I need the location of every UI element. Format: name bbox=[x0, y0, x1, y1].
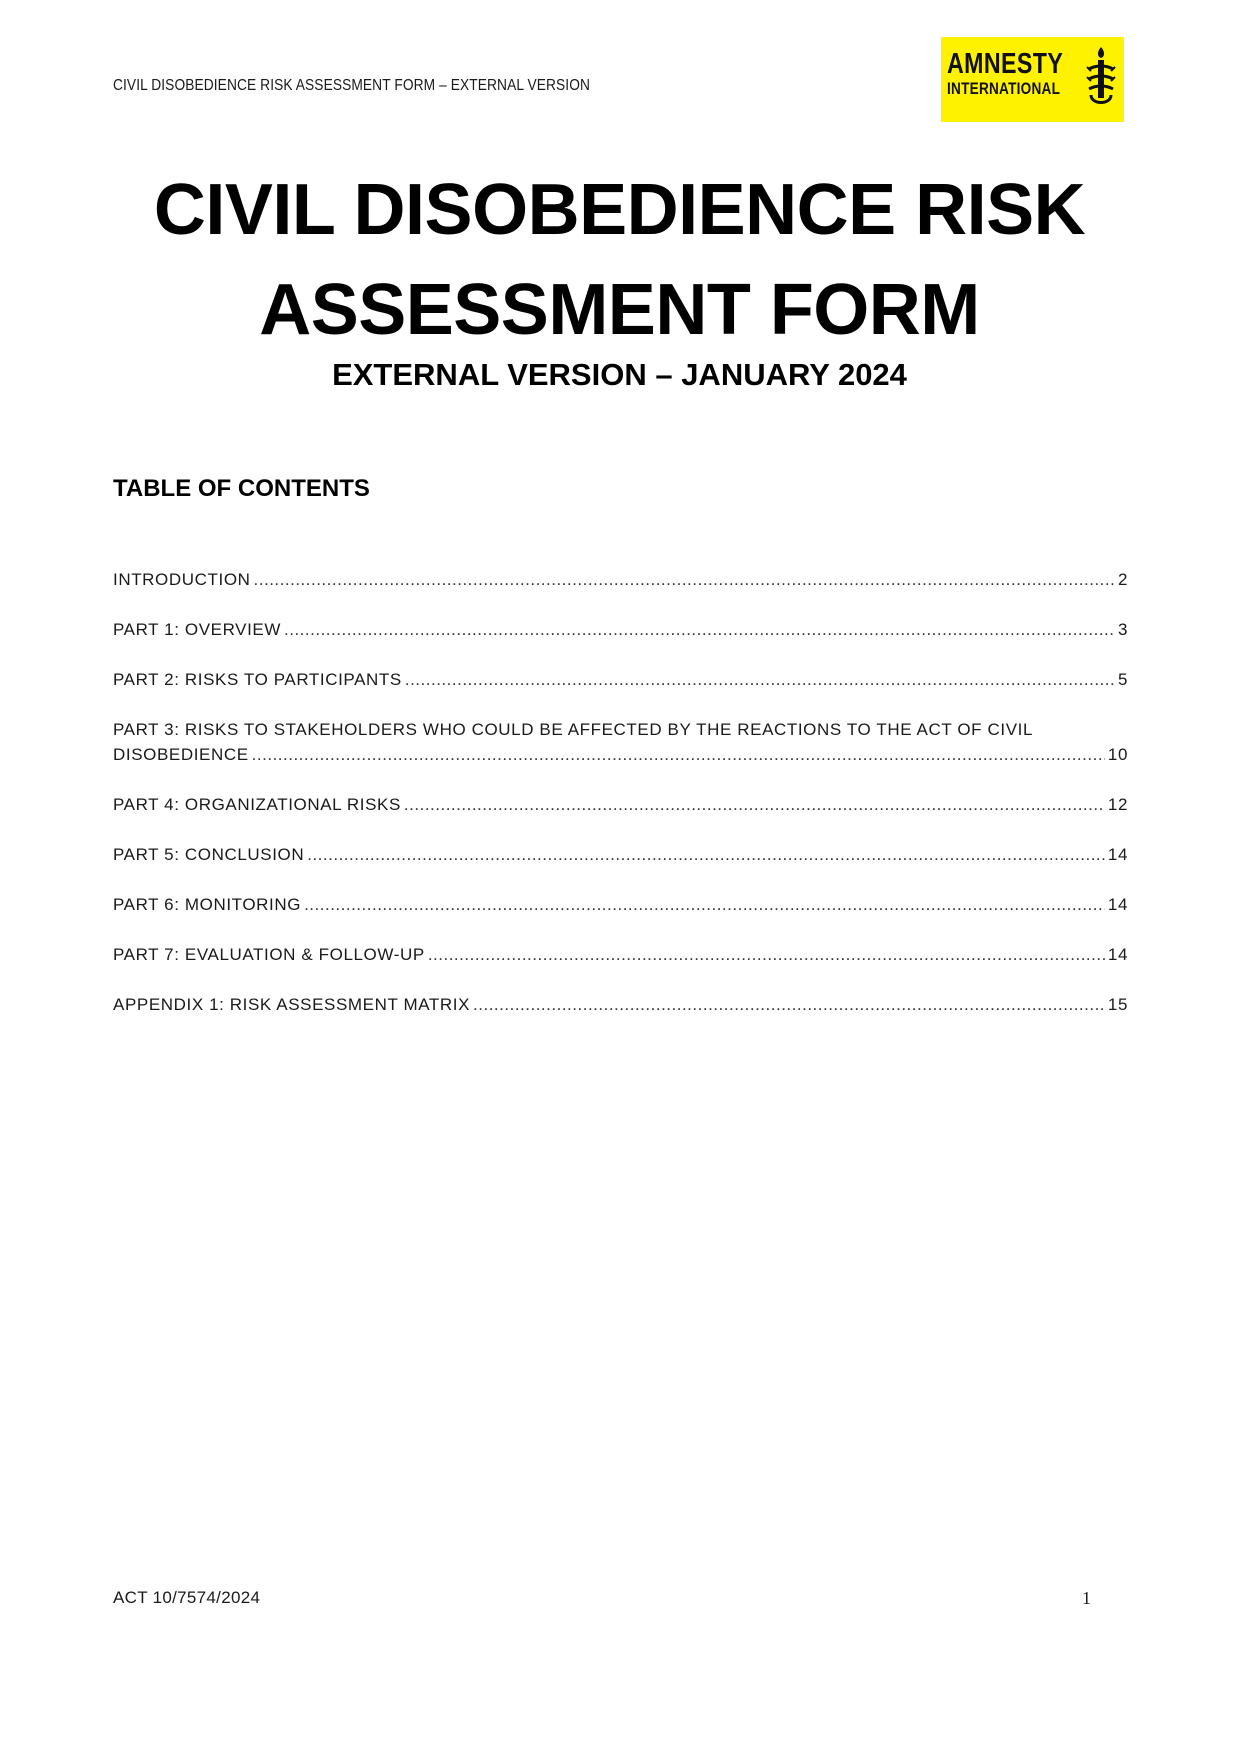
logo-line-2: INTERNATIONAL bbox=[947, 79, 1061, 98]
toc-entry-label: APPENDIX 1: RISK ASSESSMENT MATRIX bbox=[113, 995, 471, 1014]
toc-leader-dots bbox=[252, 742, 1105, 767]
toc-entry-page: 12 bbox=[1107, 795, 1128, 814]
running-header: CIVIL DISOBEDIENCE RISK ASSESSMENT FORM – EXTERNAL VERSION bbox=[113, 77, 591, 94]
toc-entry-part-7[interactable] bbox=[113, 942, 1128, 967]
logo-wordmark bbox=[947, 49, 1063, 99]
toc-entry-page: 5 bbox=[1117, 670, 1128, 689]
document-subtitle: EXTERNAL VERSION – JANUARY 2024 bbox=[332, 357, 907, 392]
toc-entry-part-5[interactable] bbox=[113, 842, 1128, 867]
toc-entry-label: PART 7: EVALUATION & FOLLOW-UP bbox=[113, 945, 425, 964]
toc-entry-label: PART 2: RISKS TO PARTICIPANTS bbox=[113, 670, 402, 689]
toc-leader-dots bbox=[304, 892, 1105, 917]
toc-entry-label: PART 4: ORGANIZATIONAL RISKS bbox=[113, 795, 401, 814]
toc-entry-page: 14 bbox=[1107, 945, 1128, 964]
footer-document-code: ACT 10/7574/2024 bbox=[113, 1588, 261, 1607]
toc-entry-part-1[interactable] bbox=[113, 617, 1128, 642]
candle-barbed-wire-icon bbox=[1084, 45, 1118, 115]
table-of-contents bbox=[113, 567, 1128, 1042]
title-line-2: ASSESSMENT FORM bbox=[259, 270, 980, 350]
toc-leader-dots bbox=[404, 792, 1105, 817]
logo-line-1: AMNESTY bbox=[947, 48, 1064, 80]
document-title bbox=[60, 160, 1179, 360]
toc-entry-label: INTRODUCTION bbox=[113, 570, 251, 589]
toc-entry-label: PART 6: MONITORING bbox=[113, 895, 302, 914]
toc-entry-page: 10 bbox=[1107, 745, 1128, 764]
toc-entry-page: 14 bbox=[1107, 845, 1128, 864]
toc-entry-part-2[interactable] bbox=[113, 667, 1128, 692]
toc-entry-label-line-1: PART 3: RISKS TO STAKEHOLDERS WHO COULD BE AFFECTED BY THE REACTIONS TO THE ACT OF CIVIL bbox=[113, 720, 1034, 739]
toc-leader-dots bbox=[254, 567, 1115, 592]
toc-leader-dots bbox=[405, 667, 1115, 692]
toc-entry-page: 14 bbox=[1107, 895, 1128, 914]
toc-entry-part-6[interactable] bbox=[113, 892, 1128, 917]
toc-entry-label: PART 1: OVERVIEW bbox=[113, 620, 282, 639]
toc-entry-part-4[interactable] bbox=[113, 792, 1128, 817]
toc-leader-dots bbox=[307, 842, 1105, 867]
toc-entry-part-3[interactable] bbox=[113, 717, 1128, 767]
footer-page-number: 1 bbox=[1082, 1588, 1091, 1608]
toc-entry-label: DISOBEDIENCE bbox=[113, 745, 249, 764]
toc-entry-page: 2 bbox=[1117, 570, 1128, 589]
amnesty-logo bbox=[941, 37, 1124, 122]
toc-entry-page: 3 bbox=[1117, 620, 1128, 639]
toc-heading: TABLE OF CONTENTS bbox=[113, 475, 370, 502]
toc-leader-dots bbox=[473, 992, 1105, 1017]
toc-leader-dots bbox=[284, 617, 1115, 642]
toc-entry-label: PART 5: CONCLUSION bbox=[113, 845, 305, 864]
toc-entry-appendix-1[interactable] bbox=[113, 992, 1128, 1017]
toc-leader-dots bbox=[428, 942, 1105, 967]
toc-entry-introduction[interactable] bbox=[113, 567, 1128, 592]
toc-entry-page: 15 bbox=[1107, 995, 1128, 1014]
title-line-1: CIVIL DISOBEDIENCE RISK bbox=[153, 170, 1086, 250]
